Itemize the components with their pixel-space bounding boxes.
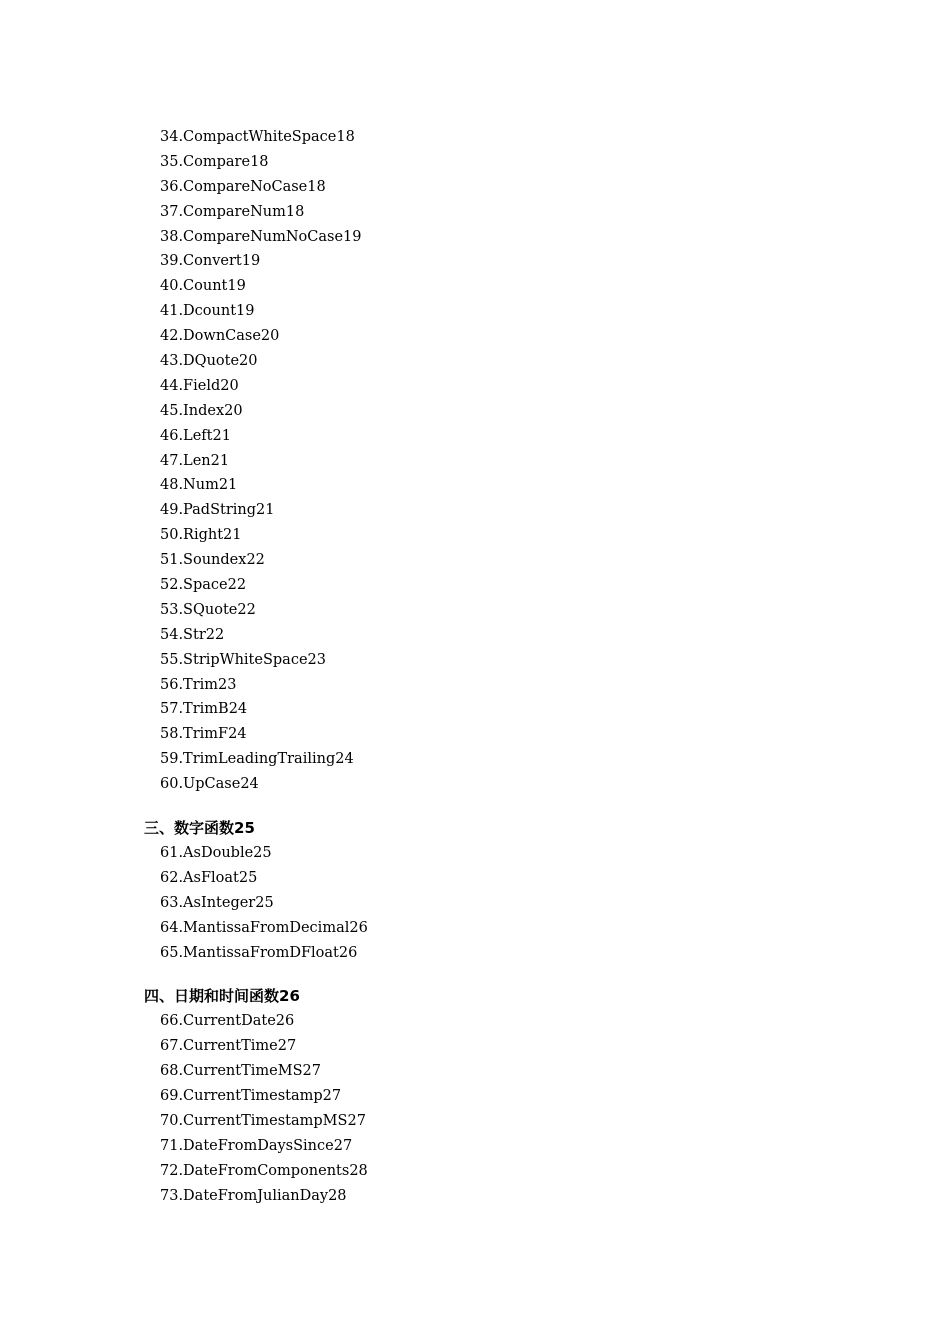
toc-entry[interactable]: 49.PadString21 (160, 502, 275, 519)
toc-entry[interactable]: 41.Dcount19 (160, 303, 255, 320)
toc-entry[interactable]: 48.Num21 (160, 477, 238, 494)
toc-entry[interactable]: 46.Left21 (160, 427, 231, 444)
toc-entry[interactable]: 40.Count19 (160, 278, 246, 295)
toc-entry[interactable]: 70.CurrentTimestampMS27 (160, 1112, 366, 1129)
toc-entry[interactable]: 47.Len21 (160, 452, 230, 469)
toc-entry[interactable]: 51.Soundex22 (160, 552, 265, 569)
toc-entry[interactable]: 65.MantissaFromDFloat26 (160, 944, 358, 961)
toc-section-heading[interactable]: 四、日期和时间函数26 (144, 987, 300, 1006)
toc-entry[interactable]: 37.CompareNum18 (160, 203, 305, 220)
toc-entry[interactable]: 39.Convert19 (160, 253, 261, 270)
toc-entry[interactable]: 36.CompareNoCase18 (160, 178, 326, 195)
toc-entry[interactable]: 73.DateFromJulianDay28 (160, 1187, 347, 1204)
toc-entry[interactable]: 54.Str22 (160, 626, 225, 643)
toc-entry[interactable]: 63.AsInteger25 (160, 894, 274, 911)
toc-entry[interactable]: 53.SQuote22 (160, 601, 256, 618)
toc-entry[interactable]: 64.MantissaFromDecimal26 (160, 919, 368, 936)
toc-entry[interactable]: 57.TrimB24 (160, 701, 248, 718)
toc-entry[interactable]: 38.CompareNumNoCase19 (160, 228, 362, 245)
toc-entry[interactable]: 69.CurrentTimestamp27 (160, 1087, 342, 1104)
toc-section-heading[interactable]: 三、数字函数25 (144, 819, 255, 838)
toc-entry[interactable]: 71.DateFromDaysSince27 (160, 1137, 353, 1154)
toc-entry[interactable]: 45.Index20 (160, 402, 243, 419)
toc-entry[interactable]: 34.CompactWhiteSpace18 (160, 129, 355, 145)
toc-entry[interactable]: 66.CurrentDate26 (160, 1013, 295, 1030)
toc-entry[interactable]: 61.AsDouble25 (160, 844, 272, 861)
toc-entry[interactable]: 58.TrimF24 (160, 726, 247, 743)
toc-entry[interactable]: 72.DateFromComponents28 (160, 1162, 368, 1179)
toc-entry[interactable]: 44.Field20 (160, 377, 239, 394)
toc-entry[interactable]: 55.StripWhiteSpace23 (160, 651, 326, 668)
toc-entry[interactable]: 52.Space22 (160, 577, 247, 594)
toc-entry[interactable]: 50.Right21 (160, 527, 242, 544)
toc-entry[interactable]: 35.Compare18 (160, 153, 269, 170)
toc-entry[interactable]: 43.DQuote20 (160, 353, 258, 370)
toc-entry[interactable]: 42.DownCase20 (160, 328, 280, 345)
toc-entry[interactable]: 59.TrimLeadingTrailing24 (160, 751, 354, 768)
toc-entry[interactable]: 62.AsFloat25 (160, 869, 258, 886)
toc-entry[interactable]: 56.Trim23 (160, 676, 237, 693)
toc-entry[interactable]: 67.CurrentTime27 (160, 1038, 297, 1055)
toc-entry[interactable]: 60.UpCase24 (160, 776, 259, 793)
toc-entry[interactable]: 68.CurrentTimeMS27 (160, 1063, 321, 1080)
table-of-contents (0, 125, 950, 1208)
